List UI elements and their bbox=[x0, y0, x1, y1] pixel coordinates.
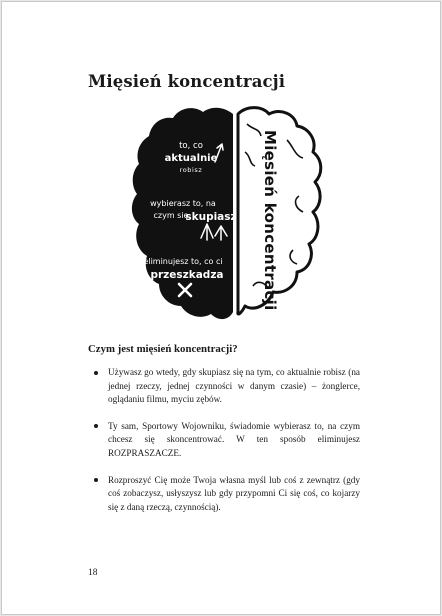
page-title: Mięsień koncentracji bbox=[88, 72, 286, 91]
label-line: robisz bbox=[179, 166, 203, 174]
label-emphasis: skupiasz bbox=[185, 211, 237, 223]
label-emphasis: przeszkadza bbox=[150, 269, 224, 281]
label-line: to, co bbox=[179, 141, 203, 151]
bullet-icon bbox=[94, 371, 98, 375]
list-item bbox=[88, 474, 360, 515]
section-heading: Czym jest mięsień koncentracji? bbox=[88, 343, 238, 355]
list-item bbox=[88, 366, 360, 407]
bullet-text: Używasz go wtedy, gdy skupiasz się na tym, co aktualnie robisz (na jednej rzeczy, jednej czynności w danym czasie) – żonglerce, oglądaniu filmu, myciu zębów. bbox=[108, 367, 360, 405]
bullet-list bbox=[88, 366, 360, 527]
brain-right-label: Mięsień koncentracji bbox=[261, 130, 279, 311]
bullet-text: Rozproszyć Cię może Twoja własna myśl lub coś z zewnątrz (gdy coś zobaczysz, usłyszysz lub gdy przypomni Ci się coś, co kojarzy się z daną rzeczą, czynnością). bbox=[108, 474, 360, 512]
bullet-icon bbox=[94, 424, 98, 428]
bullet-text: Ty sam, Sportowy Wojowniku, świadomie wybierasz to, na czym chcesz się skoncentrować. W ten sposób eliminujesz ROZPRASZACZE. bbox=[108, 420, 360, 458]
brain-illustration bbox=[127, 100, 327, 332]
book-page bbox=[1, 1, 441, 615]
label-line: wybierasz to, na bbox=[150, 199, 216, 208]
page-number: 18 bbox=[88, 568, 98, 578]
label-line: czym się bbox=[153, 211, 189, 220]
label-line: eliminujesz to, co ci bbox=[143, 257, 223, 266]
label-line: aktualnie bbox=[164, 153, 218, 164]
bullet-icon bbox=[94, 478, 98, 482]
list-item bbox=[88, 420, 360, 461]
